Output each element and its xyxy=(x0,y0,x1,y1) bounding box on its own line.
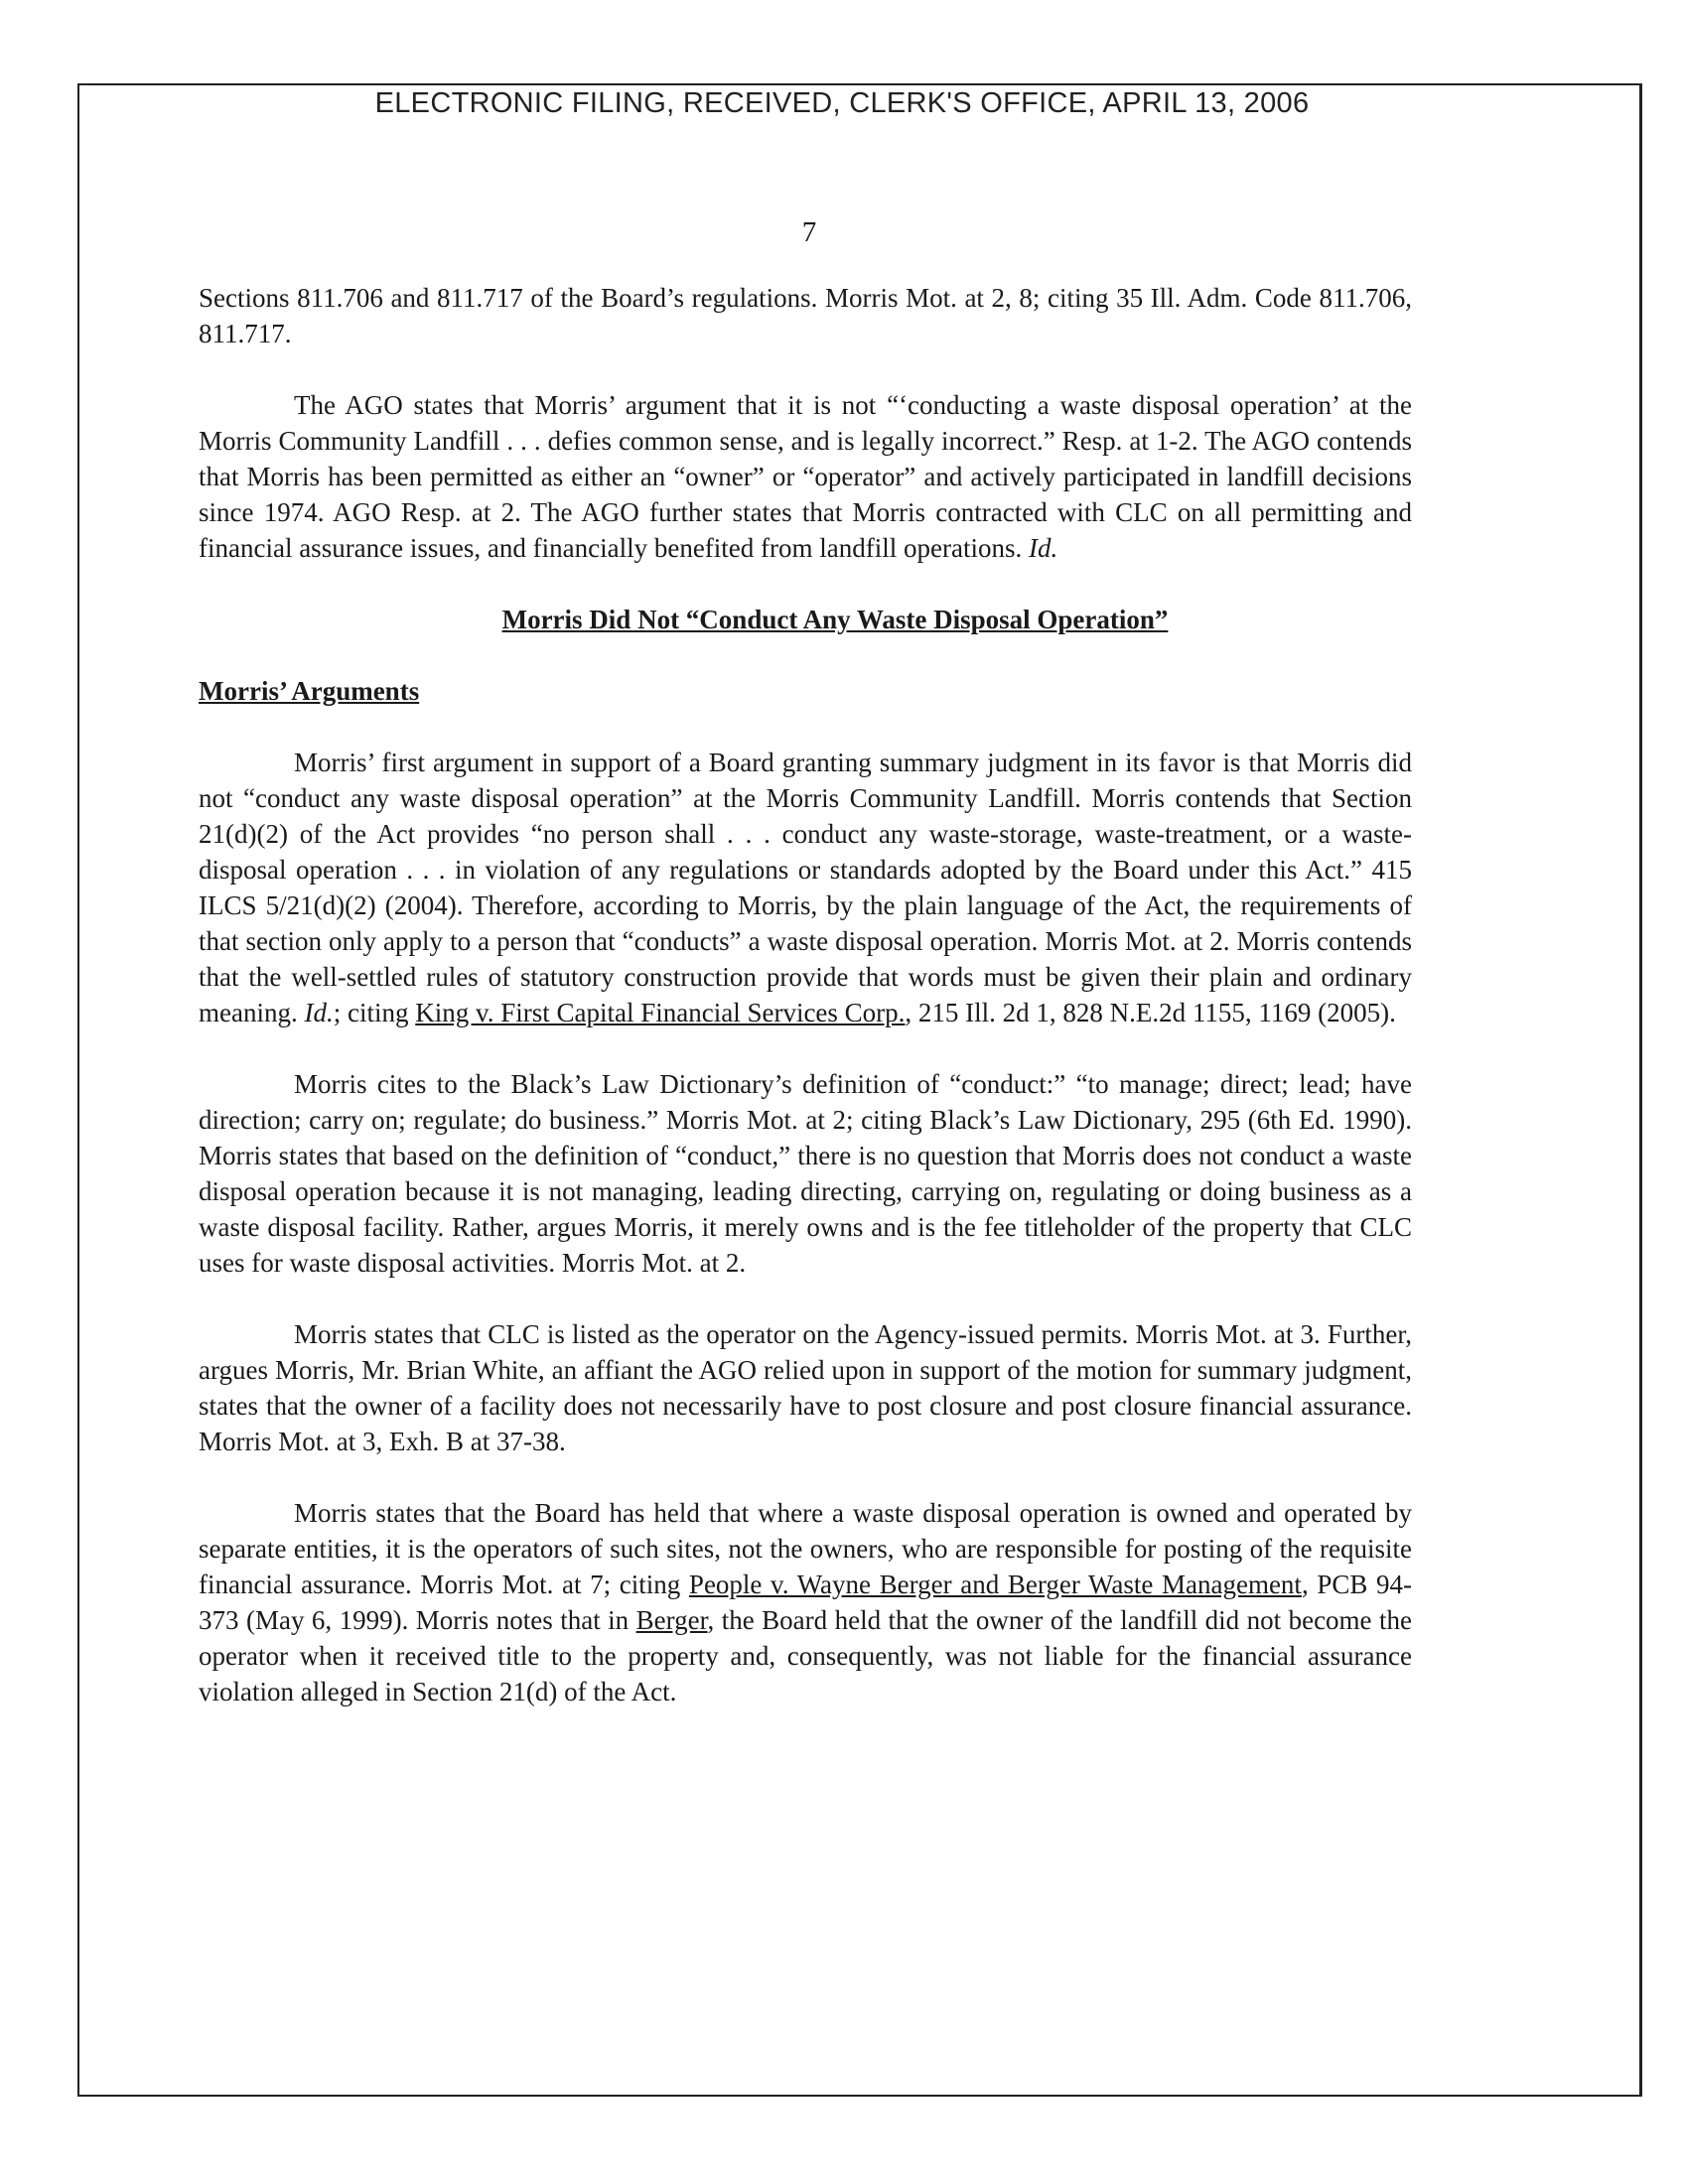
paragraph-clc-operator xyxy=(199,1316,1412,1459)
paragraph-ago-states xyxy=(199,387,1412,566)
sub-heading: Morris’ Arguments xyxy=(199,676,420,706)
paragraph-berger xyxy=(199,1495,1412,1709)
paragraph-first-argument xyxy=(199,745,1412,1030)
paragraph-continuation xyxy=(199,280,1412,351)
paragraph-text: , the Board held that the owner of the landfill did not become the operator when it received title to the property and, consequently, was not liable for the financial assurance violation alleged in Section 21(d) of the Act. xyxy=(199,1605,1412,1706)
page-number: 7 xyxy=(801,216,817,248)
paragraph-text: Morris cites to the Black’s Law Dictionary’s definition of “conduct:” “to manage; direct; lead; have direction; carry on; regulate; do business.” Morris Mot. at 2; citing Black’s Law Dictionary, 295 (6th Ed. 1990). Morris states that based on the definition of “conduct,” there is no question that Morris does not conduct a waste disposal operation because it is not managing, leading directing, carrying on, regulating or doing business as a waste disposal facility. Rather, argues Morris, it merely owns and is the fee titleholder of the property that CLC uses for waste disposal activities. Morris Mot. at 2. xyxy=(199,1069,1412,1278)
paragraph-text: Morris’ first argument in support of a Board granting summary judgment in its favor is that Morris did not “conduct any waste disposal operation” at the Morris Community Landfill. Morris contends that Section 21(d)(2) of the Act provides “no person shall . . . conduct any waste-storage, waste-treatment, or a waste-disposal operation . . . in violation of any regulations or standards adopted by the Board under this Act.” 415 ILCS 5/21(d)(2) (2004). Therefore, according to Morris, by the plain language of the Act, the requirements of that section only apply to a person that “conducts” a waste disposal operation. Morris Mot. at 2. Morris contends that the well-settled rules of statutory construction provide that words must be given their plain and ordinary meaning. xyxy=(199,748,1412,1027)
paragraph-blacks-law xyxy=(199,1066,1412,1281)
citation-id: Id. xyxy=(1028,533,1058,563)
paragraph-text: The AGO states that Morris’ argument that it is not “‘conducting a waste disposal operation’ at the Morris Community Landfill . . . defies common sense, and is legally incorrect.” Resp. at 1-2. The AGO contends that Morris has been permitted as either an “owner” or “operator” and actively participated in landfill decisions since 1974. AGO Resp. at 2. The AGO further states that Morris contracted with CLC on all permitting and financial assurance issues, and financially benefited from landfill operations. xyxy=(199,390,1412,563)
case-citation-berger-short: Berger xyxy=(635,1605,708,1635)
paragraph-text: Sections 811.706 and 811.717 of the Board’s regulations. Morris Mot. at 2, 8; citing 35 Ill. Adm. Code 811.706, 811.717. xyxy=(199,283,1412,348)
paragraph-text: Morris states that the Board has held that where a waste disposal operation is owned and operated by separate entities, it is the operators of such sites, not the owners, who are responsible for posting of the requisite financial assurance. Morris Mot. at 7; citing xyxy=(199,1498,1412,1599)
paragraph-text: , PCB 94-373 (May 6, 1999). Morris notes that in xyxy=(199,1570,1413,1635)
filing-banner: ELECTRONIC FILING, RECEIVED, CLERK'S OFFICE, APRIL 13, 2006 xyxy=(374,87,1310,119)
document-body xyxy=(199,280,1412,1745)
case-citation-berger: People v. Wayne Berger and Berger Waste Management xyxy=(688,1570,1302,1599)
paragraph-text: Morris states that CLC is listed as the operator on the Agency-issued permits. Morris Mot. at 3. Further, argues Morris, Mr. Brian White, an affiant the AGO relied upon in support of the motion for summary judgment, states that the owner of a facility does not necessarily have to post closure and post closure financial assurance. Morris Mot. at 3, Exh. B at 37-38. xyxy=(199,1319,1412,1456)
paragraph-text: ; citing xyxy=(333,998,416,1027)
citation-id: Id. xyxy=(304,998,334,1027)
section-title: Morris Did Not “Conduct Any Waste Disposal Operation” xyxy=(501,605,1169,634)
paragraph-text: , 215 Ill. 2d 1, 828 N.E.2d 1155, 1169 (2005). xyxy=(905,998,1396,1027)
case-citation-king: King v. First Capital Financial Services Corp. xyxy=(415,998,906,1027)
